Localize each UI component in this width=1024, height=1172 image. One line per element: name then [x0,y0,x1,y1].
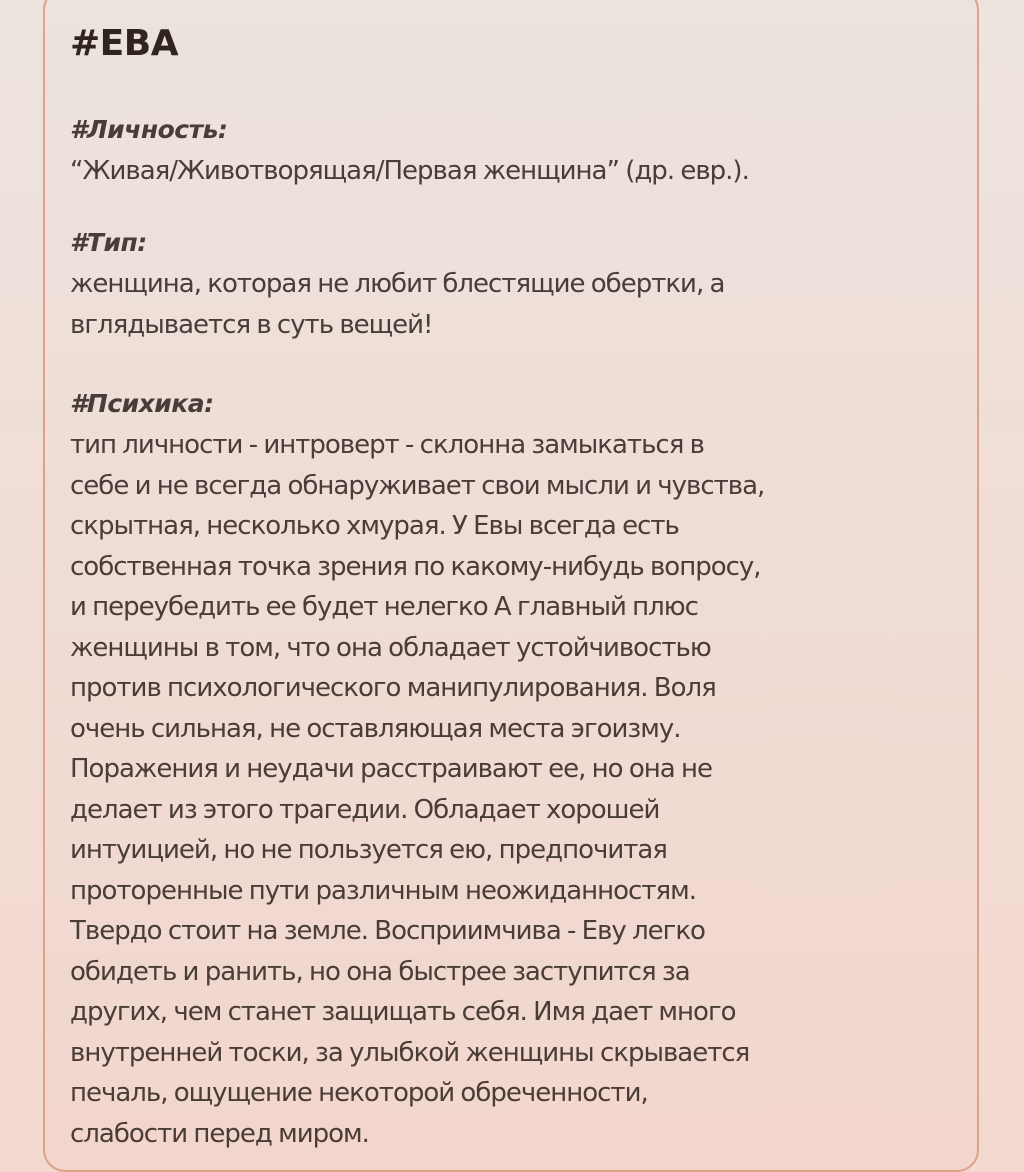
info-card [43,0,979,1172]
section-heading: #Психика: [70,389,214,418]
section-heading: #Тип: [70,228,147,257]
section-text: женщина, которая не любит блестящие обертки, а вглядывается в суть вещей! [70,269,725,340]
section-heading: #Личность: [70,115,228,144]
section-personality [70,109,975,192]
section-text: тип личности - интроверт - склонна замыкаться в себе и не всегда обнаруживает свои мысли и чувства, скрытная, несколько хмурая. У Евы всегда есть собственная точка зрения по какому-нибудь вопросу, и переубедить ее будет нелегко А главный плюс женщины в том, что она обладает устойчивостью против психологического манипулирования. Воля очень сильная, не оставляющая места эгоизму. Поражения и неудачи расстраивают ее, но она не делает из этого трагедии. Обладает хорошей интуицией, но не пользуется ею, предпочитая проторенные пути различным неожиданностям. Твердо стоит на земле. Восприимчива - Еву легко обидеть и ранить, но она быстрее заступится за других, чем станет защищать себя. Имя дает много внутренней тоски, за улыбкой женщины скрывается печаль, ощущение некоторой обреченности, слабости перед миром. [70,430,765,1149]
card-title: #ЕВА [70,23,179,64]
section-text: “Живая/Животворящая/Первая женщина” (др. евр.). [70,156,749,186]
section-psyche [70,383,975,1154]
section-type [70,222,975,345]
